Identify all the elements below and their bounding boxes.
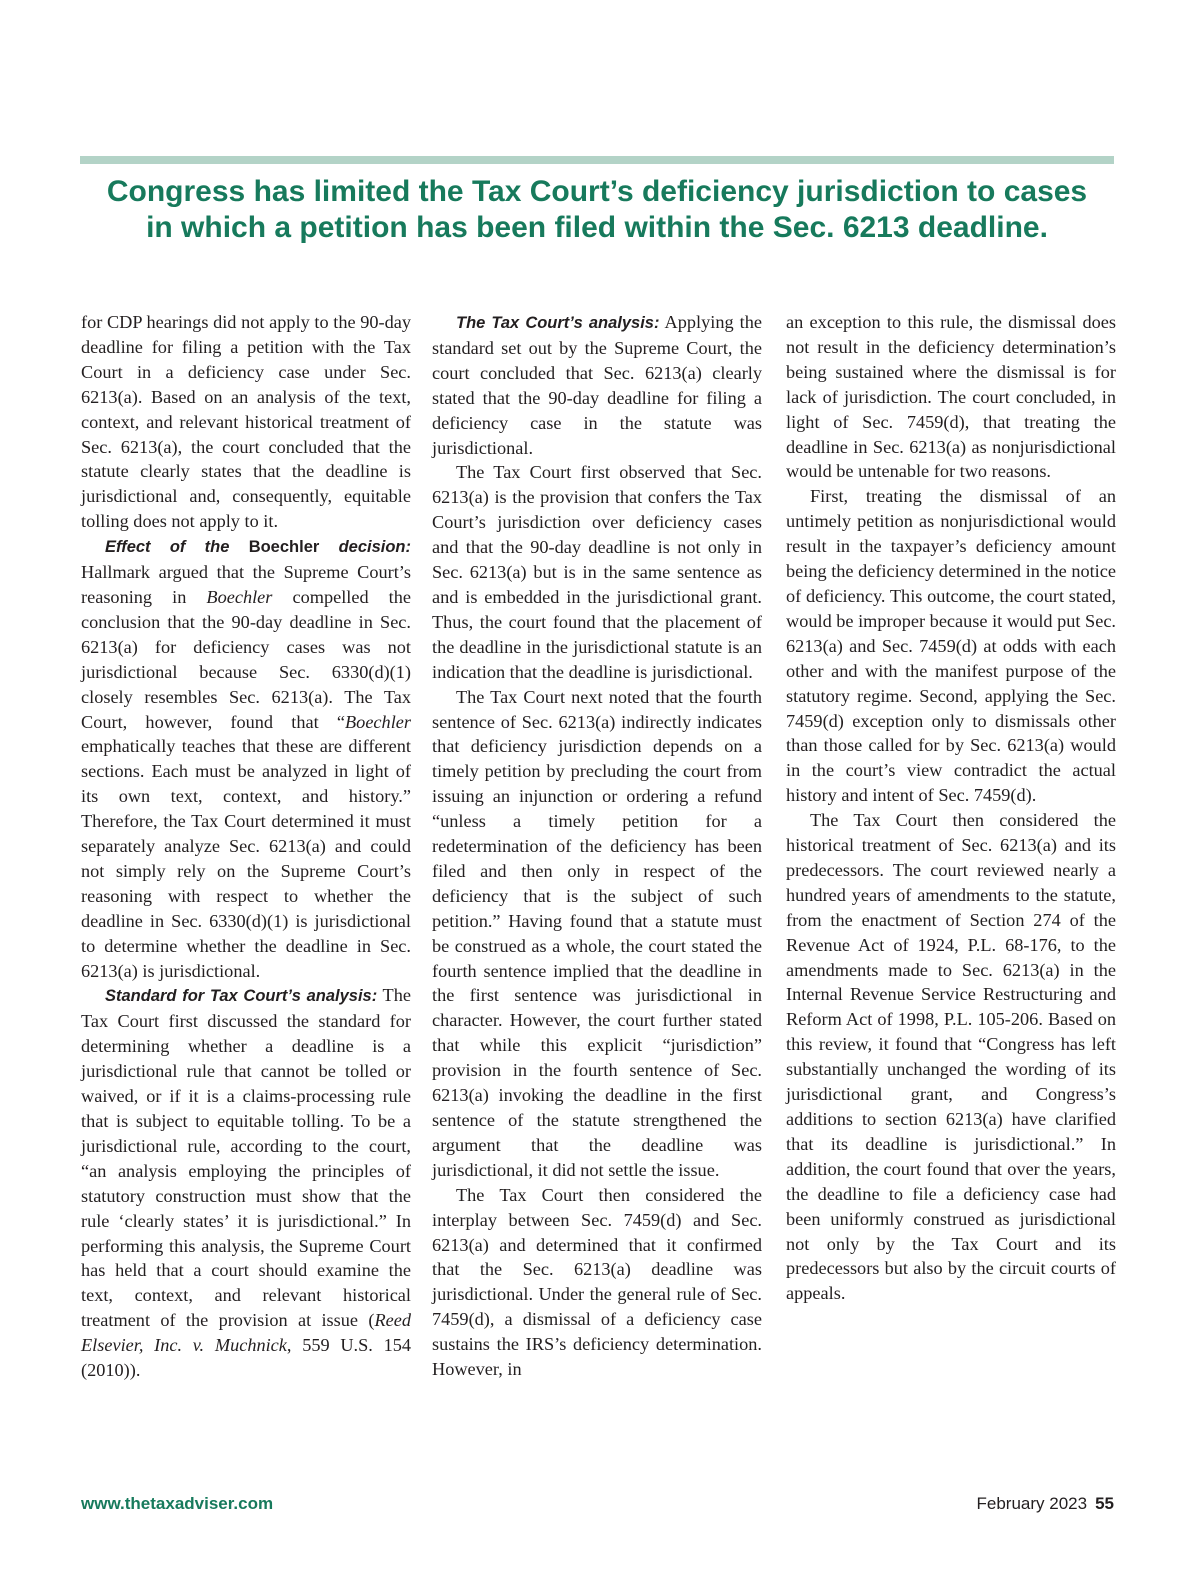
- footer-date: February 2023: [976, 1494, 1088, 1513]
- run-in-heading: Effect of the Boechler decision:: [105, 538, 411, 557]
- paragraph: Standard for Tax Court’s analysis: The Tax Court first discussed the standard for determining whether a deadline is a jurisdictional rule that cannot be tolled or waived, or if it is a claims-processing rule that is subject to equitable tolling. To be a jurisdictional rule, according to the court, “an analysis employing the principles of statutory construction must show that the rule ‘clearly states’ it is jurisdictional.” In performing this analysis, the Supreme Court has held that a court should examine the text, context, and relevant historical treatment of the provision at issue (Reed Elsevier, Inc. v. Muchnick, 559 U.S. 154 (2010)).: [81, 985, 412, 1381]
- footer-folio: [977, 1494, 1115, 1514]
- page-number: 55: [1095, 1494, 1114, 1513]
- paragraph: The Tax Court next noted that the fourth sentence of Sec. 6213(a) indirectly indicates that deficiency jurisdiction depends on a timely petition by precluding the court from issuing an injunction or ordering a refund “unless a timely petition for a redetermination of the deficiency has been filed and then only in respect of the deficiency that is the subject of such petition.” Having found that a statute must be construed as a whole, the court stated the fourth sentence implied that the deadline in the first sentence was jurisdictional in character. However, the court further stated that while this explicit “jurisdiction” provision in the fourth sentence of Sec. 6213(a) invoking the deadline in the first sentence of the statute strengthened the argument that the deadline was jurisdictional, it did not settle the issue.: [432, 686, 762, 1180]
- divider-rule: [80, 156, 1114, 164]
- pull-quote: [80, 174, 1114, 246]
- paragraph: Effect of the Boechler decision: Hallmark argued that the Supreme Court’s reasoning in Boechler compelled the conclusion that the 90-day deadline in Sec. 6213(a) for deficiency cases was not jurisdictional because Sec. 6330(d)(1) closely resembles Sec. 6213(a). The Tax Court, however, found that “Boechler emphatically teaches that these are different sections. Each must be analyzed in light of its own text, context, and history.” Therefore, the Tax Court determined it must separately analyze Sec. 6213(a) and could not simply rely on the Supreme Court’s reasoning with respect to whether the deadline in Sec. 6330(d)(1) is jurisdictional to determine whether the deadline in Sec. 6213(a) is jurisdictional.: [81, 538, 411, 981]
- pull-quote-line-1: Congress has limited the Tax Court’s deficiency jurisdiction to cases: [106, 175, 1088, 208]
- paragraph: an exception to this rule, the dismissal does not result in the deficiency determination’s being sustained where the dismissal is for lack of jurisdiction. The court concluded, in light of Sec. 7459(d), that treating the deadline in Sec. 6213(a) as nonjurisdictional would be untenable for two reasons.: [786, 312, 1116, 482]
- paragraph: The Tax Court first observed that Sec. 6213(a) is the provision that confers the Tax Court’s jurisdiction over deficiency cases and that the 90-day deadline is not only in Sec. 6213(a) but is in the same sentence as and is embedded in the jurisdictional grant. Thus, the court found that the placement of the deadline in the jurisdictional statute is an indication that the deadline is jurisdictional.: [432, 462, 762, 682]
- footer-website: www.thetaxadviser.com: [81, 1494, 274, 1513]
- paragraph: The Tax Court’s analysis: Applying the standard set out by the Supreme Court, the court concluded that Sec. 6213(a) clearly stated that the 90-day deadline for filing a deficiency case in the statute was jurisdictional.: [432, 312, 763, 458]
- column-3: [786, 310, 1116, 1306]
- paragraph: The Tax Court then considered the historical treatment of Sec. 6213(a) and its predecessors. The court reviewed nearly a hundred years of amendments to the statute, from the enactment of Section 274 of the Revenue Act of 1924, P.L. 68-176, to the amendments made to Sec. 6213(a) in the Internal Revenue Service Restructuring and Reform Act of 1998, P.L. 105-206. Based on this review, it found that “Congress has left substantially unchanged the wording of its jurisdictional grant, and Congress’s additions to section 6213(a) have clarified that its deadline is jurisdictional.” In addition, the court found that over the years, the deadline to file a deficiency case had been uniformly construed as jurisdictional not only by the Tax Court and its predecessors but also by the circuit courts of appeals.: [786, 810, 1116, 1304]
- case-name: Reed Elsevier, Inc. v. Muchnick: [81, 1310, 411, 1356]
- paragraph: The Tax Court then considered the interplay between Sec. 7459(d) and Sec. 6213(a) and determined that it confirmed that the Sec. 6213(a) deadline was jurisdictional. Under the general rule of Sec. 7459(d), a dismissal of a deficiency case sustains the IRS’s deficiency determination. However, in: [432, 1184, 762, 1380]
- case-name: Boechler: [206, 586, 273, 607]
- column-2: [432, 310, 762, 1382]
- paragraph: for CDP hearings did not apply to the 90-day deadline for filing a petition with the Tax Court in a deficiency case under Sec. 6213(a). Based on an analysis of the text, context, and relevant historical treatment of Sec. 6213(a), the court concluded that the statute clearly states that the deadline is jurisdictional and, consequently, equitable tolling does not apply to it.: [81, 312, 411, 532]
- pull-quote-line-2: in which a petition has been filed within the Sec. 6213 deadline.: [146, 211, 1048, 244]
- case-name: Boechler: [345, 711, 411, 732]
- run-in-heading: The Tax Court’s analysis:: [456, 314, 660, 332]
- run-in-heading: Standard for Tax Court’s analysis:: [105, 987, 378, 1006]
- paragraph: First, treating the dismissal of an untimely petition as nonjurisdictional would result in the taxpayer’s deficiency amount being the deficiency determined in the notice of deficiency. This outcome, the court stated, would be improper because it would put Sec. 6213(a) and Sec. 7459(d) at odds with each other and with the manifest purpose of the statutory regime. Second, applying the Sec. 7459(d) exception only to dismissals other than those called for by Sec. 6213(a) would in the court’s view contradict the actual history and intent of Sec. 7459(d).: [786, 486, 1116, 806]
- column-1: [81, 310, 411, 1383]
